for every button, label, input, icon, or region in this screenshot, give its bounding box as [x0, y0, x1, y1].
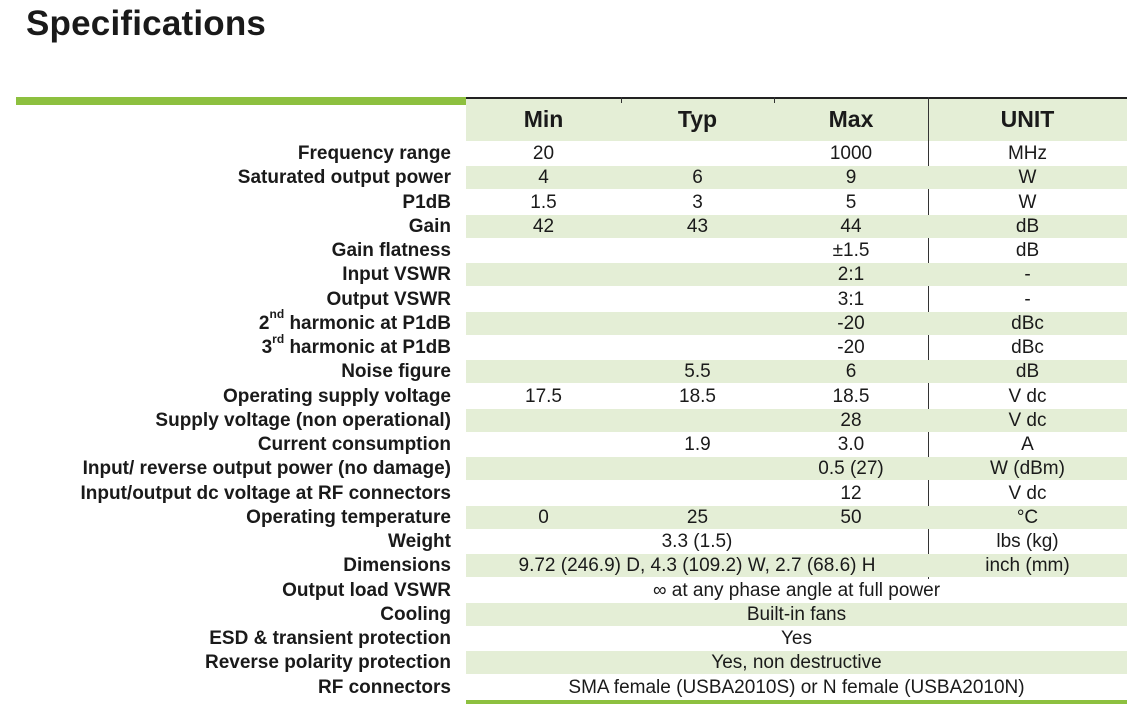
cell-unit: W (dBm) — [990, 458, 1065, 480]
cell-min — [466, 288, 621, 312]
cell-value-full: ∞ at any phase angle at full power — [652, 579, 941, 601]
cell-min — [466, 336, 621, 360]
row-label: Input VSWR — [342, 264, 451, 286]
row-label: Output VSWR — [326, 288, 451, 310]
cell-max: 3.0 — [837, 434, 865, 455]
row-label: Operating temperature — [246, 506, 451, 528]
cell-min — [466, 312, 621, 336]
cell-unit: - — [1024, 288, 1031, 310]
cell-typ — [621, 239, 774, 263]
cell-typ: 6 — [692, 167, 703, 189]
cell-max: -20 — [837, 337, 865, 358]
row-label: Operating supply voltage — [222, 385, 451, 407]
cell-typ — [621, 409, 774, 433]
cell-value-full: Yes, non destructive — [711, 652, 882, 674]
cell-min: 4 — [538, 167, 549, 189]
row-label: Dimensions — [343, 555, 451, 577]
cell-typ — [621, 142, 774, 166]
row-label: Output load VSWR — [282, 579, 451, 601]
cell-value-range: 9.72 (246.9) D, 4.3 (109.2) W, 2.7 (68.6) H — [518, 555, 876, 577]
cell-min: 17.5 — [525, 385, 562, 407]
header-min: Min — [523, 106, 564, 132]
table-row — [0, 142, 1127, 166]
cell-min — [466, 457, 621, 481]
cell-min: 1.5 — [530, 191, 557, 213]
table-row — [0, 385, 1127, 409]
cell-max: -20 — [837, 312, 865, 334]
cell-typ — [621, 482, 774, 506]
table-row — [0, 530, 1127, 554]
table-row — [0, 482, 1127, 506]
cell-value-range: 3.3 (1.5) — [661, 531, 733, 552]
label-text: harmonic at P1dB — [284, 337, 451, 358]
table-row — [0, 166, 1127, 190]
label-ordinal: 3 — [261, 337, 273, 358]
table-bottom-rule — [466, 700, 1127, 704]
header-typ: Typ — [677, 106, 718, 132]
cell-unit: lbs (kg) — [996, 531, 1059, 552]
cell-min — [466, 409, 621, 433]
row-label — [261, 331, 451, 360]
cell-typ — [621, 288, 774, 312]
row-label: RF connectors — [317, 676, 451, 698]
cell-max: 44 — [840, 215, 862, 237]
row-label — [258, 307, 451, 336]
label-text: harmonic at P1dB — [284, 312, 451, 334]
row-label: Gain — [408, 215, 451, 237]
row-label: Cooling — [380, 603, 451, 625]
table-row — [0, 409, 1127, 433]
cell-max: 18.5 — [832, 385, 870, 407]
cell-typ: 18.5 — [679, 385, 716, 407]
row-label: Gain flatness — [331, 240, 451, 261]
cell-max: 50 — [840, 506, 862, 528]
cell-value-full: Yes — [781, 628, 812, 649]
table-row — [0, 331, 1127, 360]
table-row — [0, 239, 1127, 263]
table-row — [0, 651, 1127, 675]
cell-max: 3:1 — [837, 288, 865, 310]
table-row — [0, 307, 1127, 336]
cell-unit: dBc — [1011, 337, 1044, 358]
column-tick — [621, 97, 622, 103]
cell-min — [466, 433, 621, 457]
cell-max: 0.5 (27) — [818, 458, 884, 480]
cell-max: 12 — [840, 482, 862, 504]
header-unit: UNIT — [1000, 106, 1055, 132]
cell-min: 20 — [532, 143, 555, 164]
cell-unit: °C — [1016, 506, 1039, 528]
label-ordinal-suffix: nd — [269, 307, 285, 322]
cell-unit: - — [1024, 264, 1031, 286]
table-row — [0, 579, 1127, 603]
table-row — [0, 360, 1127, 384]
cell-max: ±1.5 — [832, 240, 870, 261]
row-label: Current consumption — [257, 434, 451, 455]
cell-max: 9 — [845, 167, 857, 189]
cell-unit: dB — [1015, 240, 1040, 261]
cell-min: 42 — [532, 215, 555, 237]
cell-typ — [621, 336, 774, 360]
cell-max: 2:1 — [837, 264, 865, 286]
table-row — [0, 676, 1127, 700]
cell-unit: V dc — [1008, 409, 1047, 431]
label-ordinal: 2 — [258, 312, 270, 334]
table-row — [0, 288, 1127, 312]
row-label: Input/ reverse output power (no damage) — [82, 458, 451, 480]
row-label: ESD & transient protection — [209, 628, 451, 649]
cell-unit: W — [1018, 191, 1037, 213]
cell-unit: MHz — [1007, 143, 1048, 164]
cell-typ — [621, 457, 774, 481]
row-label: Frequency range — [297, 143, 451, 164]
cell-min — [466, 239, 621, 263]
column-tick — [774, 97, 775, 103]
table-row — [0, 554, 1127, 578]
label-ordinal-suffix: rd — [272, 331, 285, 346]
header-max: Max — [828, 106, 874, 132]
table-row — [0, 263, 1127, 287]
table-row — [0, 457, 1127, 481]
row-label: Supply voltage (non operational) — [155, 409, 451, 431]
cell-min: 0 — [538, 506, 549, 528]
cell-typ: 25 — [686, 506, 709, 528]
cell-unit: dBc — [1011, 312, 1044, 334]
cell-unit: V dc — [1008, 385, 1047, 407]
table-row — [0, 603, 1127, 627]
cell-max: 1000 — [829, 143, 873, 164]
row-label: Reverse polarity protection — [204, 652, 451, 674]
cell-max: 6 — [845, 361, 857, 383]
cell-typ: 5.5 — [684, 361, 711, 383]
table-row — [0, 191, 1127, 215]
cell-typ: 3 — [692, 191, 703, 213]
cell-unit: inch (mm) — [985, 555, 1070, 577]
row-label: Input/output dc voltage at RF connectors — [80, 482, 451, 504]
section-divider — [16, 97, 466, 105]
cell-min — [466, 263, 621, 287]
cell-unit: W — [1018, 167, 1037, 189]
row-label: Noise figure — [341, 361, 451, 383]
cell-typ: 43 — [686, 215, 709, 237]
cell-max: 5 — [845, 191, 857, 213]
table-row — [0, 506, 1127, 530]
page-title: Specifications — [26, 4, 267, 43]
cell-unit: V dc — [1008, 482, 1047, 504]
row-label: Weight — [388, 531, 451, 552]
row-label: Saturated output power — [237, 167, 451, 189]
table-row — [0, 627, 1127, 651]
row-label: P1dB — [402, 191, 451, 213]
cell-min — [466, 482, 621, 506]
cell-typ: 1.9 — [684, 434, 711, 455]
table-row — [0, 433, 1127, 457]
cell-typ — [621, 263, 774, 287]
cell-typ — [621, 312, 774, 336]
table-row — [0, 215, 1127, 239]
cell-max: 28 — [840, 409, 862, 431]
cell-unit: A — [1021, 434, 1034, 455]
cell-value-full: SMA female (USBA2010S) or N female (USBA2010N) — [568, 676, 1025, 698]
cell-value-full: Built-in fans — [746, 603, 847, 625]
cell-unit: dB — [1015, 361, 1040, 383]
cell-min — [466, 360, 621, 384]
cell-unit: dB — [1015, 215, 1040, 237]
